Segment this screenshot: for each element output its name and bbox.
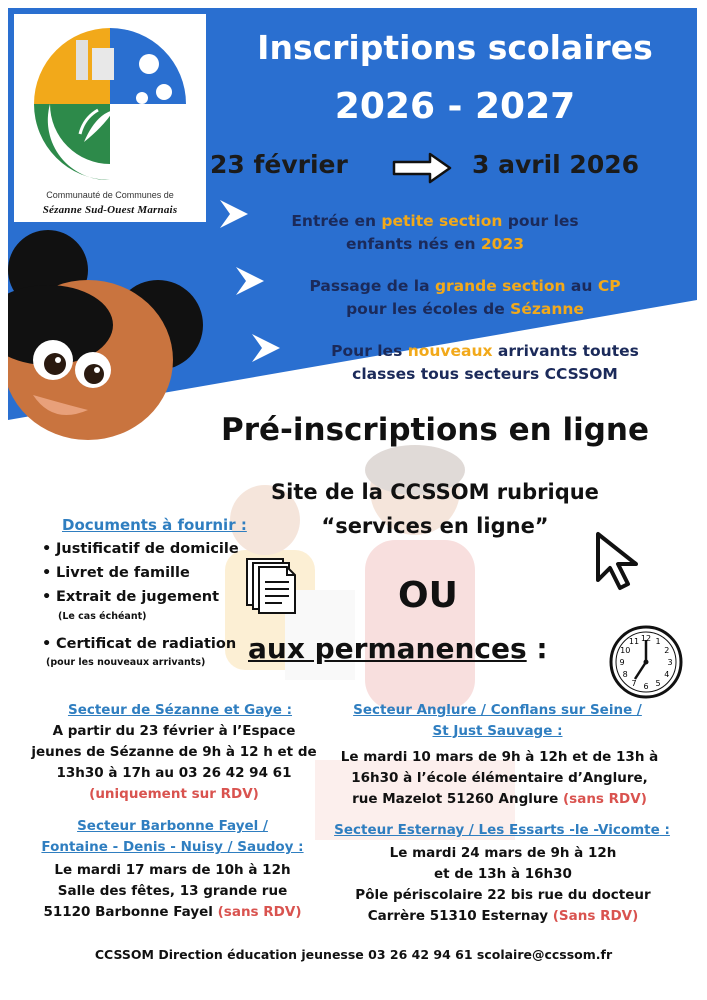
logo-caption-top: Communauté de Communes de bbox=[46, 190, 174, 200]
date-end: 3 avril 2026 bbox=[472, 150, 640, 179]
arrow-right-icon bbox=[392, 152, 452, 184]
clock-numeral: 6 bbox=[643, 682, 649, 691]
chevron-right-icon bbox=[232, 263, 268, 299]
footer-contact: CCSSOM Direction éducation jeunesse 03 26 42 94 61 scolaire@ccssom.fr bbox=[94, 947, 613, 962]
document-note: (Le cas échéant) bbox=[58, 611, 147, 622]
sector-sezanne-body: A partir du 23 février à l’Espace jeunes de Sézanne de 9h à 12 h et de 13h30 à 17h au 03 26 42 94 61 (uniquement sur RDV) bbox=[31, 723, 317, 802]
sector-anglure-body: Le mardi 10 mars de 9h à 12h et de 13h à 16h30 à l’école élémentaire d’Anglure, rue Mazelot 51260 Anglure (sans RDV) bbox=[340, 749, 659, 807]
chevron-right-icon bbox=[248, 330, 284, 366]
clock-numeral: 10 bbox=[620, 646, 631, 655]
main-title: Inscriptions scolaires bbox=[257, 28, 653, 67]
bullet-petite-section: Entrée en petite section pour les enfants nés en 2023 bbox=[291, 212, 579, 253]
sector-esternay-body: Le mardi 24 mars de 9h à 12h et de 13h à 16h30 Pôle périscolaire 22 bis rue du docteur Carrère 51310 Esternay (Sans RDV) bbox=[355, 845, 651, 924]
clock-numeral: 9 bbox=[619, 658, 625, 667]
document-item: • Justificatif de domicile bbox=[42, 541, 239, 557]
date-start: 23 février bbox=[210, 150, 348, 179]
documents-title: Documents à fournir : bbox=[62, 516, 247, 534]
sector-anglure-title: Secteur Anglure / Conflans sur Seine / St Just Sauvage : bbox=[353, 702, 642, 739]
site-line2: “services en ligne” bbox=[321, 514, 549, 538]
ccssom-logo-icon bbox=[14, 14, 206, 190]
logo bbox=[14, 14, 206, 222]
documents-stack-icon bbox=[244, 556, 300, 616]
clock-numeral: 5 bbox=[655, 678, 661, 688]
chevron-right-icon bbox=[216, 196, 252, 232]
online-preregistration-title: Pré-inscriptions en ligne bbox=[220, 412, 649, 448]
sector-esternay-title: Secteur Esternay / Les Essarts -le -Vicomte : bbox=[334, 822, 670, 838]
document-note: (pour les nouveaux arrivants) bbox=[46, 657, 206, 668]
document-item: • Certificat de radiation bbox=[42, 636, 237, 652]
bullet-nouveaux-arrivants: Pour les nouveaux arrivants toutes classes tous secteurs CCSSOM bbox=[331, 342, 639, 383]
mouse-cursor-icon bbox=[594, 530, 646, 592]
clock-numeral: 2 bbox=[664, 646, 670, 655]
permanences-title: aux permanences : bbox=[248, 632, 548, 665]
clock-numeral: 8 bbox=[622, 670, 628, 679]
clock-icon bbox=[608, 624, 684, 700]
document-item: • Extrait de jugement bbox=[42, 589, 220, 605]
sector-barbonne-body: Le mardi 17 mars de 10h à 12h Salle des fêtes, 13 grande rue 51120 Barbonne Fayel (sans RDV) bbox=[43, 862, 302, 920]
clock-numeral: 4 bbox=[664, 670, 670, 679]
logo-caption-name: Sézanne Sud-Ouest Marnais bbox=[42, 204, 178, 216]
school-year: 2026 - 2027 bbox=[334, 86, 576, 127]
sector-barbonne-title: Secteur Barbonne Fayel / Fontaine - Denis - Nuisy / Saudoy : bbox=[41, 818, 304, 855]
document-item: • Livret de famille bbox=[42, 565, 190, 581]
site-line1: Site de la CCSSOM rubrique bbox=[271, 480, 599, 504]
clock-numeral: 11 bbox=[628, 637, 640, 647]
sector-sezanne-title: Secteur de Sézanne et Gaye : bbox=[67, 702, 293, 718]
clock-numeral: 1 bbox=[655, 637, 661, 647]
or-text: OU bbox=[398, 575, 458, 616]
clock-numeral: 12 bbox=[640, 634, 652, 643]
bullet-grande-section: Passage de la grande section au CP pour les écoles de Sézanne bbox=[309, 277, 621, 318]
clock-numeral: 7 bbox=[631, 678, 637, 688]
clock-numeral: 3 bbox=[667, 658, 673, 667]
